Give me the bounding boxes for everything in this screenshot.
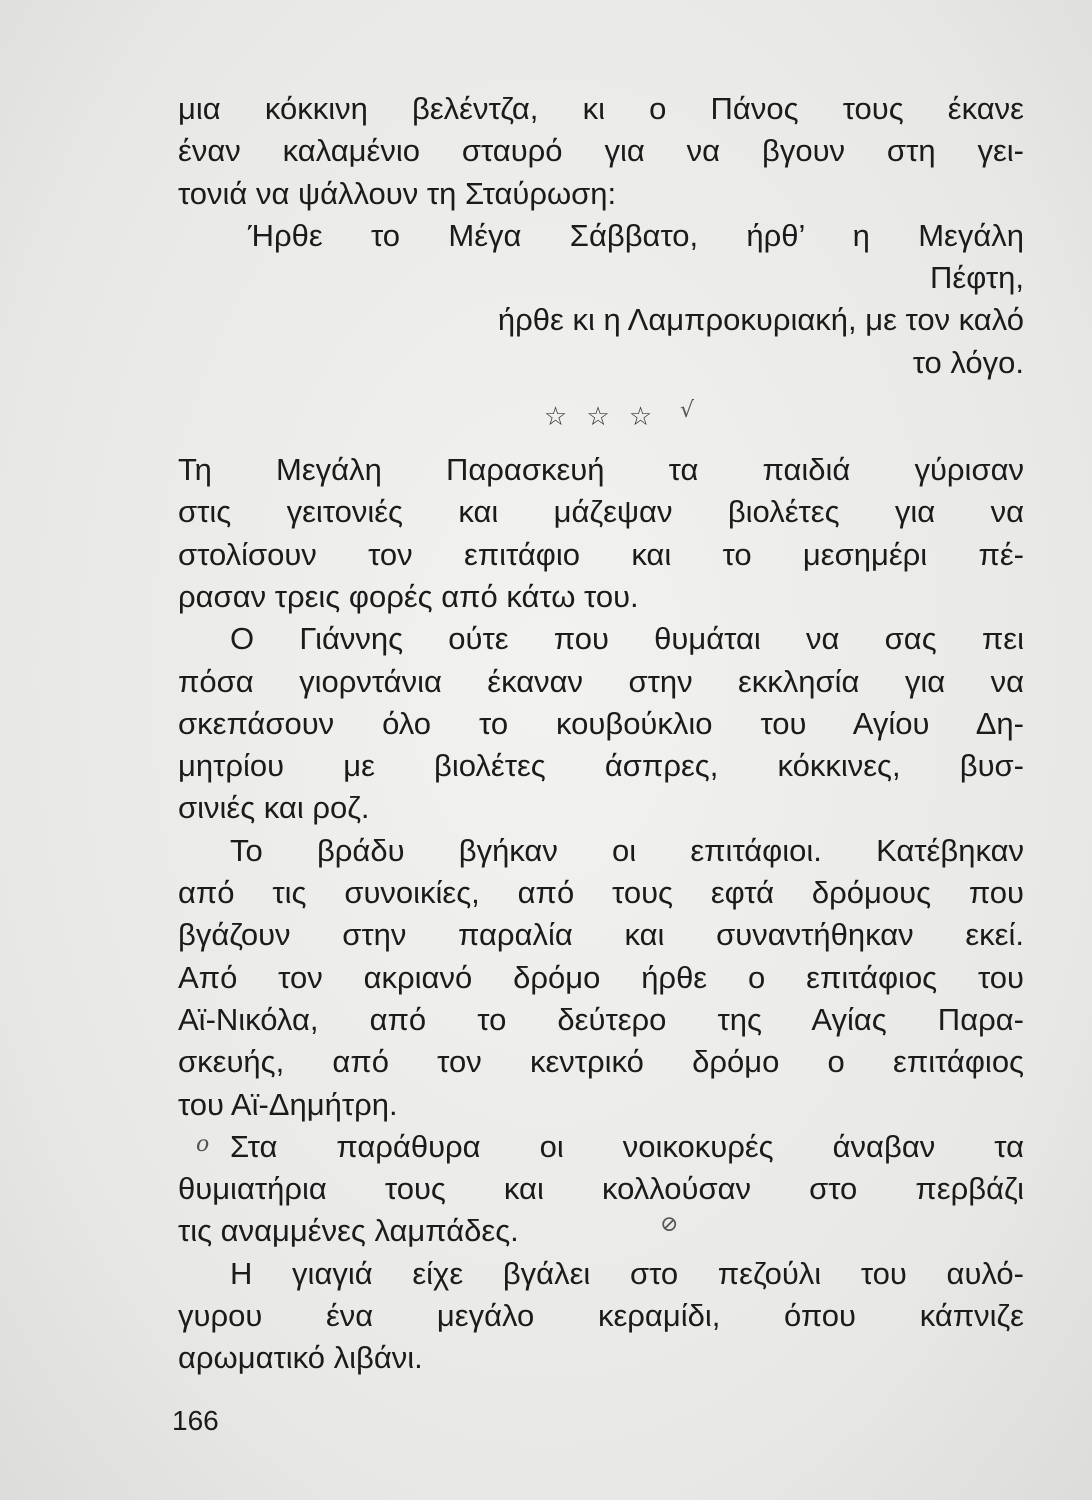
text-line: Τη Μεγάλη Παρασκευή τα παιδιά γύρισαν [178,452,1024,488]
pencil-circle-mark: o [196,1132,210,1157]
text-line: μητρίου με βιολέτες άσπρες, κόκκινες, βυσ- [178,748,1024,784]
text-line: μια κόκκινη βελέντζα, κι ο Πάνος τους έκανε [178,91,1024,126]
text-line: από τις συνοικίες, από τους εφτά δρόμους που [178,875,1024,911]
text-line: ρασαν τρεις φορές από κάτω του. [178,578,639,614]
text-line: Η γιαγιά είχε βγάλει στο πεζούλι του αυλό- [230,1255,1024,1291]
text-line: σκευής, από τον κεντρικό δρόμο ο επιτάφιος [178,1044,1024,1080]
section-separator: ☆ ☆ ☆ [543,401,659,432]
text-line: θυμιατήρια τους και κολλούσαν στο περβάζι [178,1171,1024,1207]
text-line: σινιές και ροζ. [178,790,370,826]
body-text [178,88,1024,1380]
pencil-check-mark: √ [680,398,695,423]
verse-line: ήρθε κι η Λαμπροκυριακή, με τον καλό [497,302,1024,338]
pencil-circle-mark: ⊘ [660,1212,679,1237]
text-line: Από τον ακριανό δρόμο ήρθε ο επιτάφιος του [178,959,1024,995]
text-line: του Αϊ-Δημήτρη. [178,1086,398,1122]
text-line: σκεπάσουν όλο το κουβούκλιο του Αγίου Δη- [178,705,1024,741]
text-line: Στα παράθυρα οι νοικοκυρές άναβαν τα [230,1128,1024,1164]
text-line: έναν καλαμένιο σταυρό για να βγουν στη γει- [178,133,1024,169]
verse-line: Ήρθε το Μέγα Σάββατο, ήρθ’ η Μεγάλη [248,217,1024,253]
text-line: στολίσουν τον επιτάφιο και το μεσημέρι πέ- [178,536,1024,572]
text-line: τις αναμμένες λαμπάδες. [178,1213,519,1249]
text-line: γυρου ένα μεγάλο κεραμίδι, όπου κάπνιζε [178,1298,1024,1334]
text-line: πόσα γιορντάνια έκαναν στην εκκλησία για να [178,663,1024,699]
text-line: Ο Γιάννης ούτε που θυμάται να σας πει [230,621,1024,657]
verse-line: το λόγο. [912,344,1024,380]
page-number: 166 [172,1405,219,1436]
text-line: τονιά να ψάλλουν τη Σταύρωση: [178,175,617,211]
text-line: Το βράδυ βγήκαν οι επιτάφιοι. Κατέβηκαν [230,832,1024,868]
text-line: Αϊ-Νικόλα, από το δεύτερο της Αγίας Παρα- [178,1001,1024,1037]
text-line: αρωματικό λιβάνι. [178,1340,423,1376]
text-line: βγάζουν στην παραλία και συναντήθηκαν εκεί. [178,917,1024,953]
verse-line: Πέφτη, [930,260,1024,296]
text-line: στις γειτονιές και μάζεψαν βιολέτες για να [178,494,1024,530]
